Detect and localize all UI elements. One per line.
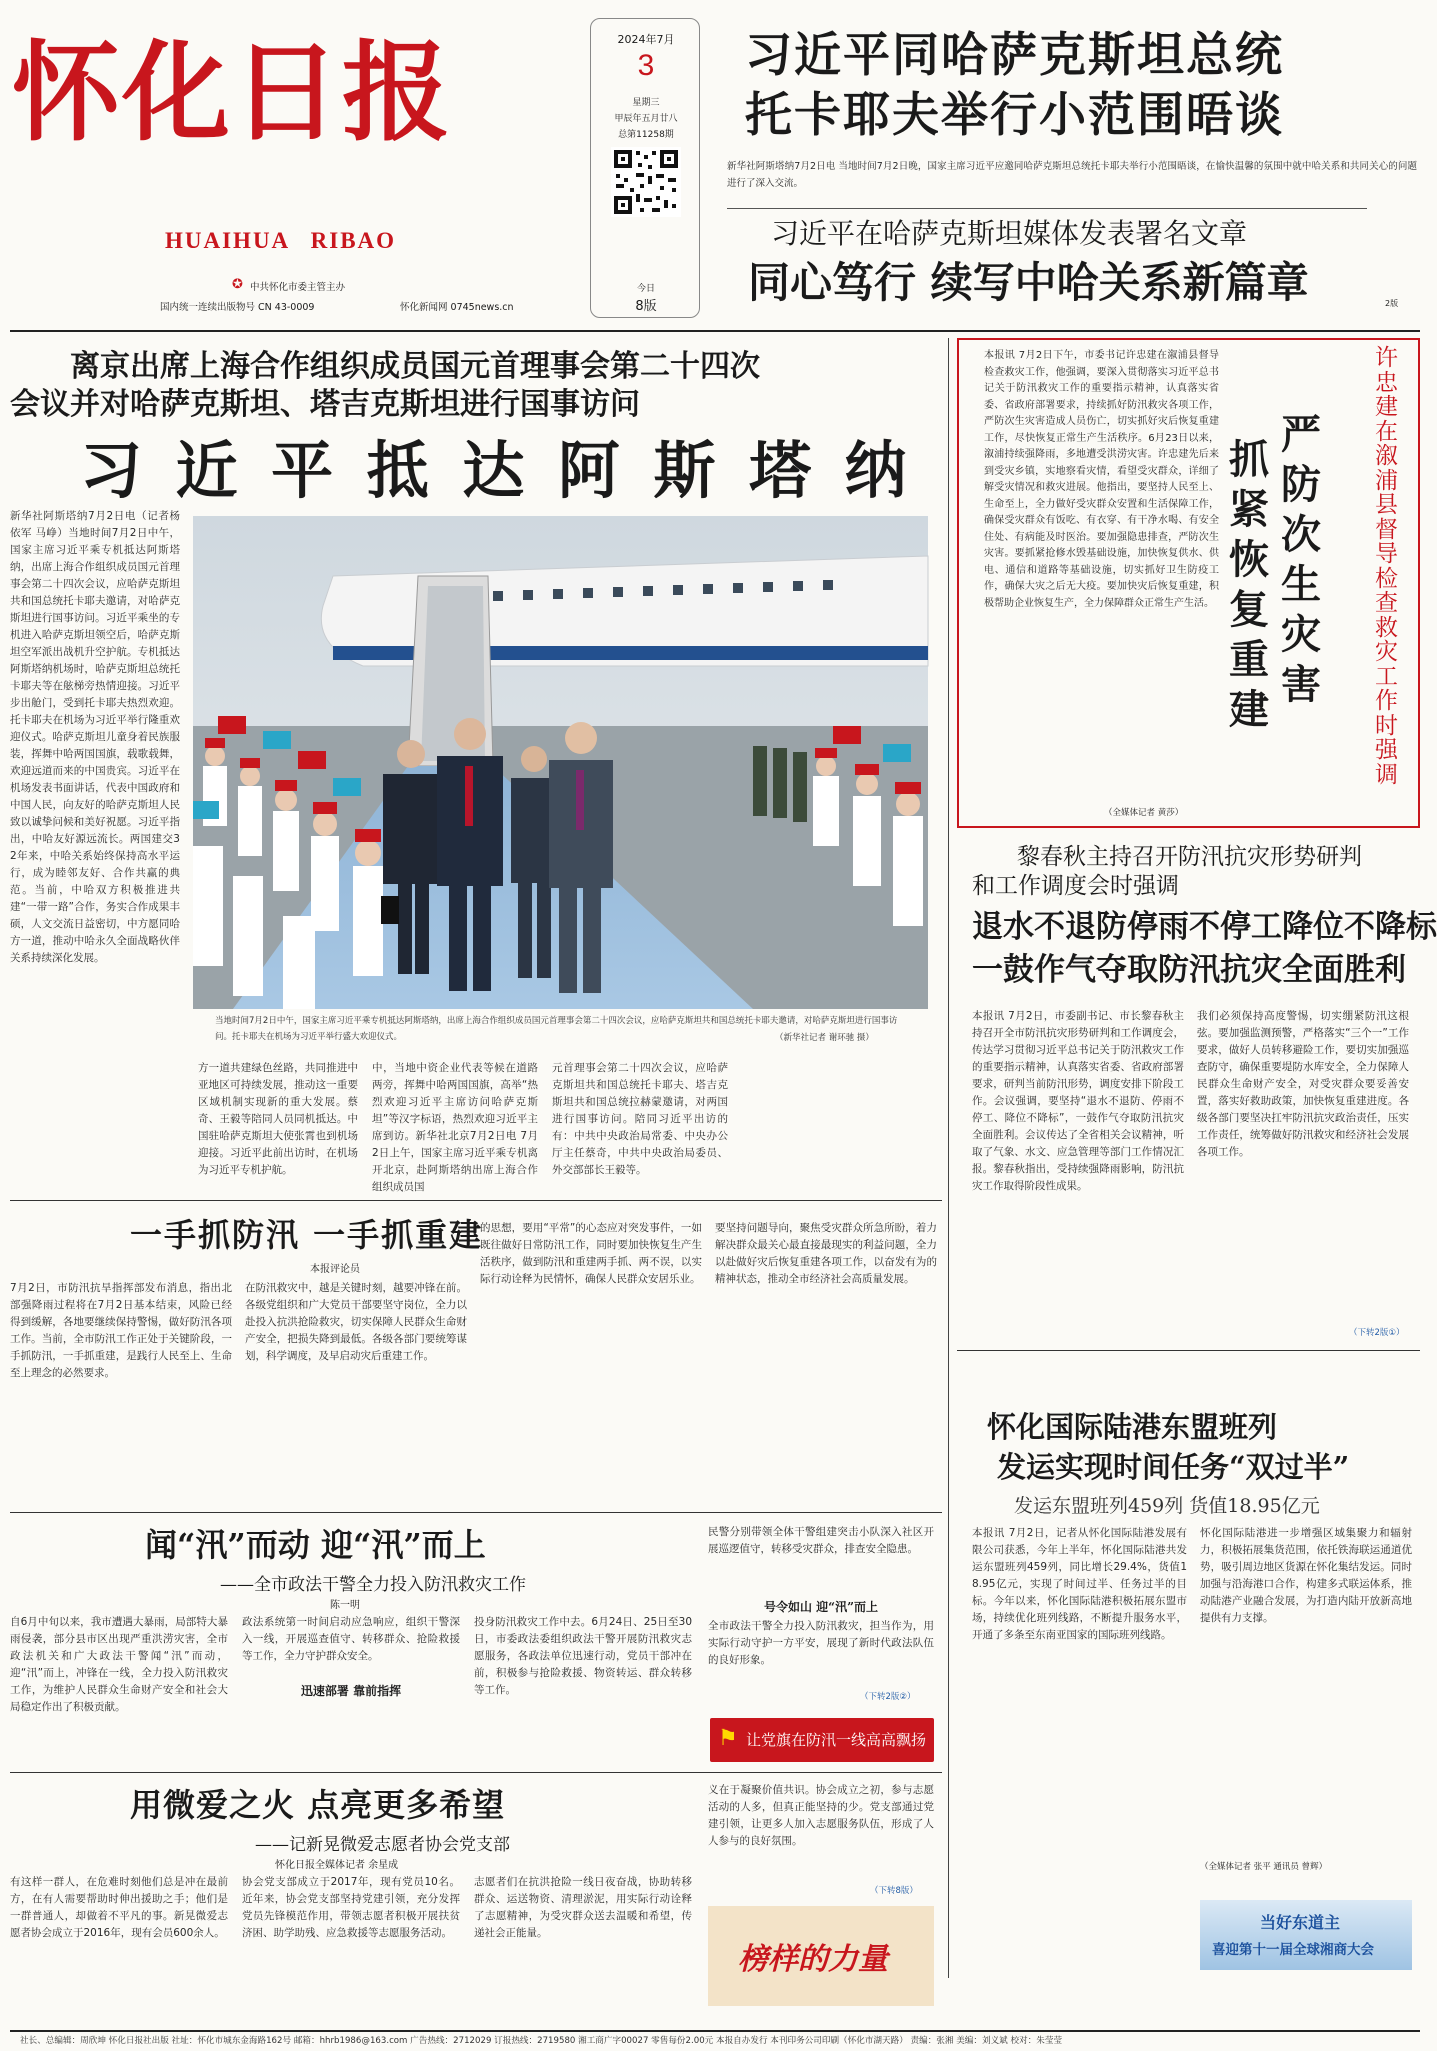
- ad-line1: 当好东道主: [1260, 1913, 1341, 1932]
- footer-rule: [10, 2030, 1420, 2032]
- rule-onehand-bottom: [10, 1512, 942, 1513]
- legal-col2: 政法系统第一时间启动应急响应，组织干警深入一线，开展巡查值守、转移群众、抢险救援等工作，全力守护群众安全。: [242, 1616, 460, 1662]
- inspection-body: 本报讯 7月2日下午，市委书记许忠建在溆浦县督导检查救灾工作，他强调，要深入贯彻落实习近平总书记关于防汛救灾工作的重要指示精神，认真落实省委、省政府部署要求，持续抓好防汛救灾各项工作，严防次生灾害造成人员伤亡，切实抓好灾后恢复重建工作，尽快恢复正常生产生活秩序。6月23日以来，溆浦持续强降雨，多地遭受洪涝灾害。许忠建先后来到受灾乡镇，实地察看灾情，看望受灾群众，详细了解受灾情况和救灾进展。他指出，要坚持人民至上、生命至上，全力做好受灾群众安置和生活保障工作，确保受灾群众有饭吃、有衣穿、有干净水喝、有安全住处、有病能及时医治。要加强隐患排查，严防次生灾害。要抓紧抢修水毁基础设施，加快恢复供水、供电、通信和道路等基础设施，切实抓好卫生防疫工作，确保大灾之后无大疫。要加快灾后恢复重建，积极帮助企业恢复生产，全力保障群众正常生产生活。: [984, 350, 1219, 609]
- legal-col2b: [242, 1700, 460, 1764]
- onehand-byline: 本报评论员: [310, 1264, 360, 1275]
- main-body-col4: [742, 1060, 932, 1180]
- legal-col4-head: 号令如山 迎“汛”而上: [764, 1600, 878, 1614]
- flood-title-line2: 一鼓作气夺取防汛抗灾全面胜利: [972, 952, 1406, 988]
- gangwan-byline: （全媒体记者 张平 通讯员 曾辉）: [1200, 1862, 1328, 1872]
- model-badge: [708, 1906, 934, 2006]
- date-today-label: 今日: [636, 284, 655, 294]
- onehand-title: 一手抓防汛 一手抓重建: [130, 1216, 484, 1254]
- ad-badge: [1200, 1900, 1412, 1970]
- masthead-logo: 怀化日报: [12, 30, 453, 156]
- legal-byline: 陈一明: [330, 1600, 360, 1611]
- flood-title-line1: 退水不退防停雨不停工降位不降标: [972, 909, 1437, 945]
- main-kicker-line1: 离京出席上海合作组织成员国元首理事会第二十四次: [70, 349, 760, 384]
- gangwan-title-line2: 发运实现时间任务“双过半”: [997, 1450, 1350, 1484]
- lead-sub-page: 2版: [1385, 299, 1399, 308]
- qr-code-icon: [611, 147, 681, 217]
- main-photo-credit: （新华社记者 谢环驰 摄）: [775, 1033, 874, 1043]
- volunteer-title: 用微爱之火 点亮更多希望: [130, 1786, 506, 1824]
- masthead-pinyin: HUAIHUA RIBAO: [165, 228, 397, 253]
- volunteer-col4: 义在于凝聚价值共识。协会成立之初，参与志愿活动的人多，但真正能坚持的少。党支部通过党建引领，让更多人加入志愿服务队伍，形成了人人参与的良好氛围。: [708, 1784, 934, 1847]
- onehand-col4: 要坚持问题导向，聚焦受灾群众所急所盼，着力解决群众最关心最直接最现实的利益问题，全力以赴做好灾后恢复重建各项工作，以奋发有为的精神状态，推动全市经济社会高质量发展。: [715, 1222, 937, 1285]
- volunteer-col1: 有这样一群人，在危难时刻他们总是冲在最前方，在有人需要帮助时伸出援助之手；他们是一群普通人，却做着不平凡的事。新晃微爱志愿者协会成立于2016年，现有会员600余人。: [10, 1876, 228, 1939]
- gangwan-title-line1: 怀化国际陆港东盟班列: [987, 1410, 1278, 1444]
- main-body-left: 新华社阿斯塔纳7月2日电（记者杨依军 马峥）当地时间7月2日中午，国家主席习近平乘专机抵达阿斯塔纳，出席上海合作组织成员国元首理事会第二十四次会议，应哈萨克斯坦共和国总统托卡耶夫邀请，对哈萨克斯坦进行国事访问。习近平乘坐的专机进入哈萨克斯坦领空后，哈萨克斯坦空军派出战机升空护航。专机抵达阿斯塔纳机场时，哈萨克斯坦总统托卡耶夫等在舷梯旁热情迎接。习近平步出舱门，受到托卡耶夫热烈欢迎。托卡耶夫在机场为习近平举行隆重欢迎仪式。哈萨克斯坦儿童身着民族服装，挥舞中哈两国国旗，载歌载舞，欢迎远道而来的中国贵宾。习近平在机场发表书面讲话，代表中国政府和中国人民，向友好的哈萨克斯坦人民致以诚挚问候和美好祝愿。习近平指出，中哈友好源远流长。两国建交32年来，中哈关系始终保持高水平运行，成为睦邻友好、合作共赢的典范。当前，中哈双方积极推进共建“一带一路”合作，务实合作成果丰硕，人文交流日益密切，中方愿同哈方一道，推动中哈永久全面战略伙伴关系持续深化发展。: [10, 510, 180, 964]
- legal-col3: 投身防汛救灾工作中去。6月24日、25日至30日，市委政法委组织政法干警开展防汛救灾志愿服务，各政法单位迅速行动，党员干部冲在前，积极参与抢险救援、物资转运、群众转移等工作。: [474, 1616, 692, 1696]
- lead-title-line1: 习近平同哈萨克斯坦总统: [745, 28, 1284, 83]
- party-flag-label: 让党旗在防汛一线高高飘扬: [746, 1731, 927, 1749]
- legal-title: 闻“汛”而动 迎“汛”而上: [145, 1526, 486, 1564]
- lead-story: [715, 10, 1420, 330]
- volunteer-col2: 协会党支部成立于2017年，现有党员10名。近年来，协会党支部坚持党建引领，充分发挥党员先锋模范作用，带领志愿者积极开展扶贫济困、助学助残、应急救援等志愿服务活动。: [242, 1876, 460, 1939]
- main-body-col2: 中，当地中资企业代表等候在道路两旁，挥舞中哈两国国旗，高举“热烈欢迎习近平主席访问哈萨克斯坦”等汉字标语，热烈欢迎习近平主席到访。新华社北京7月2日电 7月2日上午，国家主席习近平乘专机离开北京，赴阿斯塔纳出席上海合作组织成员国: [372, 1062, 538, 1193]
- main-title: 习 近 平 抵 达 阿 斯 塔 纳: [80, 434, 913, 507]
- date-year-month: 2024年7月: [617, 33, 675, 46]
- main-photo: [193, 516, 928, 1009]
- date-pages: 8版: [635, 299, 657, 314]
- lead-summary: 新华社阿斯塔纳7月2日电 当地时间7月2日晚，国家主席习近平应邀同哈萨克斯坦总统托卡耶夫举行小范围晤谈，在愉快温馨的氛围中就中哈关系和共同关心的问题进行了深入交流。: [727, 161, 1417, 189]
- onehand-col2: 在防汛救灾中，越是关键时刻，越要冲锋在前。各级党组织和广大党员干部要坚守岗位，全力以赴投入抗洪抢险救灾，切实保障人民群众生命财产安全，把损失降到最低。各级各部门要统筹谋划，科学调度，及早启动灾后重建工作。: [245, 1282, 467, 1362]
- onehand-col1: 7月2日，市防汛抗旱指挥部发布消息，指出北部强降雨过程将在7月2日基本结束，风险已经得到缓解，各地要继续保持警惕，做好防汛各项工作。当前，全市防汛工作正处于关键阶段，一手抓防汛，一手抓重建，是践行人民至上、生命至上理念的必然要求。: [10, 1282, 232, 1379]
- legal-col4-top: 民警分别带领全体干警组建突击小队深入社区开展巡逻值守，转移受灾群众，排查安全隐患。: [708, 1526, 934, 1555]
- legal-more: （下转2版②）: [860, 1692, 916, 1702]
- masthead-rule: [10, 330, 1420, 332]
- main-photo-caption: 当地时间7月2日中午，国家主席习近平乘专机抵达阿斯塔纳，出席上海合作组织成员国元首理事会第二十四次会议，应哈萨克斯坦共和国总统托卡耶夫邀请，对哈萨克斯坦进行国事访问。托卡耶夫在机场为习近平举行盛大欢迎仪式。: [215, 1016, 898, 1042]
- lead-sub-kicker: 习近平在哈萨克斯坦媒体发表署名文章: [771, 217, 1248, 250]
- flood-body-col1: 本报讯 7月2日，市委副书记、市长黎春秋主持召开全市防汛抗灾形势研判和工作调度会，传达学习贯彻习近平总书记关于防汛救灾工作的重要指示精神，认真落实省委、省政府部署要求，研判当前防汛形势，调度安排下阶段工作。会议强调，要坚持“退水不退防、停雨不停工、降位不降标”，一鼓作气夺取防汛抗灾全面胜利。会议传达了全省相关会议精神，听取了气象、水文、应急管理等部门工作情况汇报。黎春秋指出，受持续强降雨影响，防汛抗灾工作取得阶段性成果。: [972, 1010, 1184, 1192]
- inspection-title-col1: 严防次生灾害: [1281, 411, 1321, 708]
- date-day: 3: [637, 49, 655, 82]
- model-badge-label: 榜样的力量: [738, 1942, 888, 1977]
- volunteer-col3: 志愿者们在抗洪抢险一线日夜奋战，协助转移群众、运送物资、清理淤泥，用实际行动诠释了志愿精神，为受灾群众送去温暖和希望，传递社会正能量。: [474, 1876, 692, 1939]
- legal-col1: 自6月中旬以来，我市遭遇大暴雨，局部特大暴雨侵袭，部分县市区出现严重洪涝灾害，全市政法机关和广大政法干警闻“汛”而动，迎“汛”而上，冲锋在一线，全力投入防汛救灾工作，为维护人民群众生命财产安全和社会大局稳定作出了积极贡献。: [10, 1616, 228, 1713]
- inspection-story: [957, 338, 1420, 828]
- ad-line2: 喜迎第十一届全球湘商大会: [1212, 1942, 1374, 1958]
- inspection-title-col2: 抓紧恢复重建: [1229, 436, 1269, 733]
- main-story: [10, 338, 940, 1198]
- date-lunar: 甲辰年五月廿八: [614, 114, 678, 124]
- party-emblem-icon: ✪: [232, 277, 243, 292]
- volunteer-more: （下转8版）: [870, 1886, 918, 1896]
- volunteer-byline: 怀化日报全媒体记者 余星成: [275, 1860, 399, 1871]
- gangwan-subtitle: 发运东盟班列459列 货值18.95亿元: [1014, 1495, 1320, 1517]
- legal-col4: 全市政法干警全力投入防汛救灾，担当作为，用实际行动守护一方平安，展现了新时代政法队伍的良好形象。: [708, 1620, 934, 1666]
- main-body-col1: 方一道共建绿色丝路，共同推进中亚地区可持续发展，推动这一重要区域机制实现新的重大发展。蔡奇、王毅等陪同人员同机抵达。中国驻哈萨克斯坦大使张霄也到机场迎接。习近平此前出访时，在机场为习近平专机护航。: [198, 1062, 358, 1176]
- legal-story: [10, 1518, 942, 1770]
- date-weekday: 星期三: [632, 98, 660, 108]
- masthead-website: 怀化新闻网 0745news.cn: [400, 302, 514, 313]
- rule-legal-bottom: [10, 1772, 942, 1773]
- gangwan-col2: 怀化国际陆港进一步增强区域集聚力和辐射力，积极拓展集货范围，依托铁海联运通道优势，吸引周边地区货源在怀化集结发运。同时加强与沿海港口合作，构建多式联运体系，推动陆港产业融合发展，为打造内陆开放新高地提供有力支撑。: [1200, 1527, 1412, 1624]
- masthead-sponsor: 中共怀化市委主管主办: [250, 282, 346, 293]
- flood-body-col2: 我们必须保持高度警惕，切实绷紧防汛这根弦。要加强监测预警，严格落实“三个一”工作要求，做好人员转移避险工作，要切实加强巡查防守，确保重要堤防水库安全，全力保障人民群众生命财产安全，对受灾群众要妥善安置，落实好救助政策，加快恢复重建进度。各级各部门要坚决扛牢防汛抗灾政治责任，压实工作责任，统筹做好防汛救灾和经济社会发展各项工作。: [1197, 1010, 1409, 1158]
- volunteer-story: [10, 1778, 942, 2013]
- footer-text: 社长、总编辑：周欣坤 怀化日报社出版 社址：怀化市城东金海路162号 邮箱：hhrb1986@163.com 广告热线：2712029 订报热线：2719580 湘工商广字00027 零售每份2.00元 本报自办发行 本刊印务公司印刷（怀化市湖天路） 责编：张湘 美编：刘义斌 校对：朱莹莹: [20, 2036, 1063, 2046]
- column-rule: [948, 338, 949, 1978]
- gangwan-col1: 本报讯 7月2日，记者从怀化国际陆港发展有限公司获悉，今年上半年，怀化国际陆港共发运东盟班列459列，同比增长29.4%，货值18.95亿元，实现了时间过半、任务过半的目标。今年以来，怀化国际陆港积极拓展东盟市场，持续优化班列线路，不断提升服务水平，开通了多条至东南亚国家的国际班列线路。: [972, 1527, 1187, 1641]
- onehand-col3: 的思想，要用“平常”的心态应对突发事件，一如既往做好日常防汛工作，同时要加快恢复生产生活秩序，做到防汛和重建两手抓、两不误，以实际行动诠释为民情怀，确保人民群众安居乐业。: [480, 1222, 702, 1285]
- lead-title-line2: 托卡耶夫举行小范围晤谈: [745, 88, 1284, 143]
- party-flag-badge: [710, 1718, 934, 1762]
- inspection-byline: （全媒体记者 黄莎）: [1104, 808, 1184, 818]
- flood-kicker-line2: 和工作调度会时强调: [972, 873, 1179, 899]
- main-kicker-line2: 会议并对哈萨克斯坦、塔吉克斯坦进行国事访问: [10, 387, 640, 422]
- lead-divider: [727, 208, 1367, 209]
- lead-sub-title: 同心笃行 续写中哈关系新篇章: [748, 258, 1309, 307]
- inspection-vertical-kicker: 许忠建在溆浦县督导检查救灾工作时强调: [1375, 345, 1398, 788]
- onehand-story: [10, 1208, 942, 1513]
- gangwan-story: [957, 1355, 1420, 1980]
- masthead-registration: 国内统一连续出版物号 CN 43-0009: [160, 302, 315, 313]
- main-body-col3: 元首理事会第二十四次会议，应哈萨克斯坦共和国总统托卡耶夫、塔吉克斯坦共和国总统拉赫蒙邀请，对两国进行国事访问。陪同习近平出访的有：中共中央政治局常委、中央办公厅主任蔡奇，中共中央政治局委员、外交部部长王毅等。: [552, 1062, 728, 1176]
- flood-meeting-story: [957, 838, 1437, 1348]
- rule-main-bottom: [10, 1200, 942, 1201]
- flood-more: （下转2版①）: [1349, 1328, 1405, 1338]
- flood-kicker-line1: 黎春秋主持召开防汛抗灾形势研判: [1017, 844, 1362, 870]
- date-box: [590, 18, 700, 318]
- flag-icon: ⚑: [718, 1726, 738, 1751]
- legal-col2-head: 迅速部署 靠前指挥: [300, 1684, 402, 1698]
- rule-flood-bottom: [957, 1350, 1420, 1351]
- legal-subtitle: ——全市政法干警全力投入防汛救灾工作: [220, 1575, 526, 1595]
- volunteer-subtitle: ——记新晃微爱志愿者协会党支部: [255, 1835, 510, 1855]
- date-issue: 总第11258期: [618, 130, 674, 140]
- masthead: [0, 0, 590, 330]
